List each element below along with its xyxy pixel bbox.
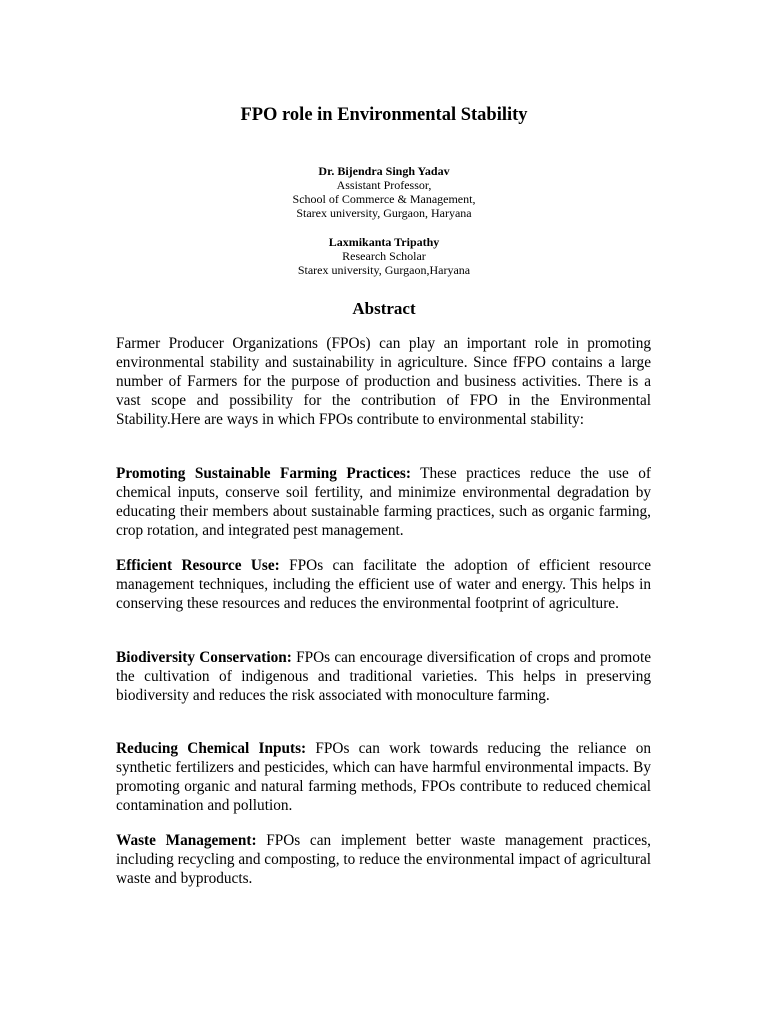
section-text: These practices reduce the use of chemical inputs, conserve soil fertility, and minimize environmental degradation by educating their members about sustainable farming practices, such as organic farming, crop rotation, and integrated pest management. bbox=[116, 465, 651, 539]
author-affiliation: Starex university, Gurgaon, Haryana bbox=[296, 206, 472, 220]
section-paragraph bbox=[116, 832, 651, 889]
author-block-2 bbox=[0, 235, 768, 277]
section-text: FPOs can implement better waste management practices, including recycling and composting, to reduce the environmental impact of agricultural waste and byproducts. bbox=[116, 832, 652, 887]
author-designation: Assistant Professor, bbox=[336, 178, 432, 192]
abstract-heading: Abstract bbox=[352, 299, 416, 318]
section-heading: Efficient Resource Use: bbox=[116, 557, 280, 574]
section-text: FPOs can facilitate the adoption of efficient resource management techniques, including the efficient use of water and energy. This helps in conserving these resources and reduces the environmental footprint of agriculture. bbox=[116, 557, 652, 612]
section-heading: Waste Management: bbox=[116, 832, 257, 849]
section-paragraph bbox=[116, 465, 651, 541]
section-text: FPOs can work towards reducing the reliance on synthetic fertilizers and pesticides, which can have harmful environmental impacts. By promoting organic and natural farming methods, FPOs contribute to reduced chemical contamination and pollution. bbox=[116, 740, 651, 814]
section-heading: Biodiversity Conservation: bbox=[116, 649, 292, 666]
section-heading: Promoting Sustainable Farming Practices: bbox=[116, 465, 411, 482]
author-name: Laxmikanta Tripathy bbox=[328, 235, 440, 249]
section-paragraph bbox=[116, 649, 651, 706]
author-block-1 bbox=[0, 164, 768, 220]
section-paragraph bbox=[116, 740, 651, 816]
author-affiliation: Starex university, Gurgaon,Haryana bbox=[297, 263, 471, 277]
abstract-intro-paragraph: Farmer Producer Organizations (FPOs) can play an important role in promoting environmental stability and sustainability in agriculture. Since fFPO contains a large number of Farmers for the purpose of production and business activities. There is a vast scope and possibility for the contribution of FPO in the Environmental Stability.Here are ways in which FPOs contribute to environmental stability: bbox=[116, 335, 651, 428]
section-heading: Reducing Chemical Inputs: bbox=[116, 740, 307, 757]
paper-title: FPO role in Environmental Stability bbox=[240, 105, 528, 125]
section-text: FPOs can encourage diversification of crops and promote the cultivation of indigenous and traditional varieties. This helps in preserving biodiversity and reduces the risk associated with monoculture farming. bbox=[116, 649, 651, 704]
author-designation: Research Scholar bbox=[342, 249, 426, 263]
author-name: Dr. Bijendra Singh Yadav bbox=[318, 164, 450, 178]
section-paragraph bbox=[116, 557, 651, 614]
author-department: School of Commerce & Management, bbox=[292, 192, 476, 206]
